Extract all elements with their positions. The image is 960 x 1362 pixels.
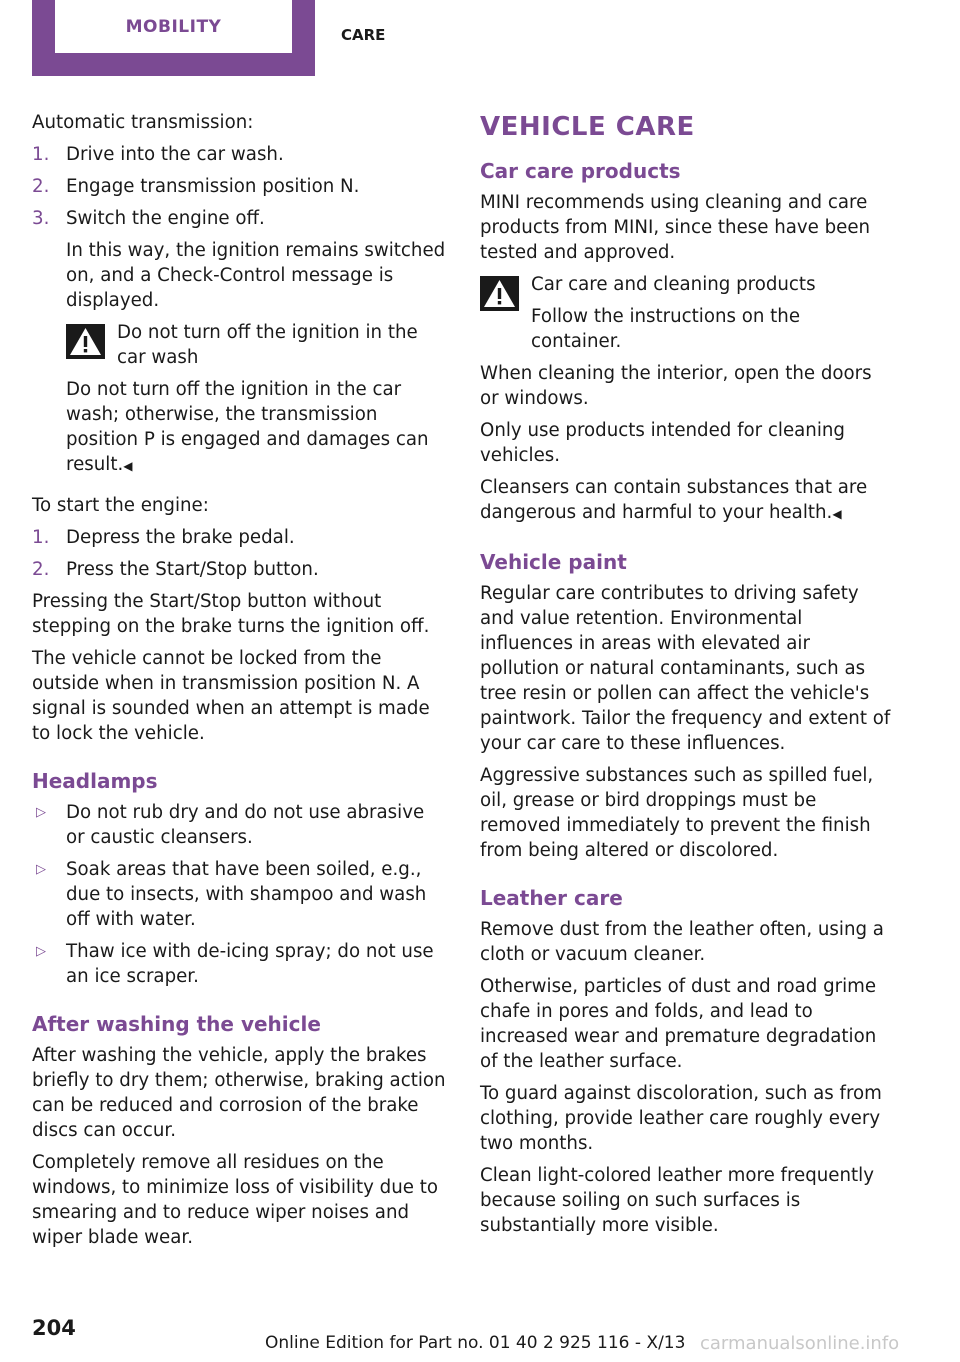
warning-title: Do not turn off the ignition in the car wash — [117, 322, 418, 368]
para-locked: The vehicle cannot be locked from the outside when in transmission position N. A signal is sounded when an attempt is made to lock the vehicle. — [32, 648, 430, 744]
list-item — [32, 174, 446, 199]
triangle-bullet-icon: ▷ — [36, 805, 46, 820]
headlamps-list — [32, 800, 446, 989]
step3-detail — [32, 238, 446, 479]
step-text: Switch the engine off. — [66, 208, 265, 229]
step-number: 3. — [32, 208, 50, 229]
list-item — [32, 939, 446, 989]
leather-para-1: Remove dust from the leather often, using a cloth or vacuum cleaner. — [480, 919, 884, 965]
tab-mobility-inner — [55, 0, 292, 53]
list-item — [32, 800, 446, 850]
step-number: 1. — [32, 527, 50, 548]
tab-mobility[interactable] — [32, 0, 315, 76]
leather-para-2: Otherwise, particles of dust and road grime chafe in pores and folds, and lead to increased wear and premature degradation of the leather surface. — [480, 976, 877, 1072]
para-cleansers — [480, 475, 894, 527]
paint-para-1: Regular care contributes to driving safety and value retention. Environmental influences in areas with elevated air pollution or natural contaminants, such as tree resin or pollen can affect the vehicle's paintwork. Tailor the frequency and extent of your car care to these influences. — [480, 583, 891, 754]
after-para-1: After washing the vehicle, apply the brakes briefly to dry them; otherwise, braking action can be reduced and corrosion of the brake discs can occur. — [32, 1045, 446, 1141]
auto-steps — [32, 142, 446, 231]
item-text: Do not rub dry and do not use abrasive or caustic cleansers. — [66, 802, 425, 848]
after-washing-heading: After washing the vehicle — [32, 1012, 321, 1036]
warning-text-body: Do not turn off the ignition in the car wash; otherwise, the transmission position P is engaged and damages can result. — [66, 379, 429, 475]
step-number: 1. — [32, 144, 50, 165]
item-text: Soak areas that have been soiled, e.g., due to insects, with shampoo and wash off with water. — [66, 859, 427, 930]
step3-note: In this way, the ignition remains switched on, and a Check-Control message is displayed. — [66, 240, 446, 311]
step-number: 2. — [32, 559, 50, 580]
para-cleansers-body: Cleansers can contain substances that are dangerous and harmful to your health. — [480, 477, 868, 523]
list-item — [32, 857, 446, 932]
page-number: 204 — [32, 1316, 76, 1340]
list-item — [32, 557, 446, 582]
warning-icon — [66, 324, 105, 359]
warning-text: Follow the instructions on the container. — [531, 306, 801, 352]
leather-heading: Leather care — [480, 886, 623, 910]
after-para-2: Completely remove all residues on the windows, to minimize loss of visibility due to smearing and to reduce wiper noises and wiper blade wear. — [32, 1152, 438, 1248]
products-para: MINI recommends using cleaning and care products from MINI, since these have been tested and approved. — [480, 192, 871, 263]
auto-intro: Automatic transmission: — [32, 112, 254, 133]
warning-box — [480, 272, 894, 354]
list-item — [32, 525, 446, 550]
para-only-products: Only use products intended for cleaning vehicles. — [480, 420, 845, 466]
paint-heading: Vehicle paint — [480, 550, 627, 574]
start-intro: To start the engine: — [32, 495, 209, 516]
triangle-bullet-icon: ▷ — [36, 944, 46, 959]
end-mark-icon: ◀ — [832, 507, 842, 521]
products-heading: Car care products — [480, 159, 681, 183]
warning-box — [66, 320, 446, 370]
step-number: 2. — [32, 176, 50, 197]
watermark: carmanualsonline.info — [700, 1333, 900, 1354]
warning-title: Car care and cleaning products — [531, 274, 816, 295]
paint-para-2: Aggressive substances such as spilled fuel, oil, grease or bird droppings must be removed immediately to prevent the finish from being altered or discolored. — [480, 765, 874, 861]
item-text: Thaw ice with de-icing spray; do not use an ice scraper. — [66, 941, 434, 987]
step-text: Engage transmission position N. — [66, 176, 360, 197]
list-item — [32, 142, 446, 167]
leather-para-4: Clean light-colored leather more frequently because soiling on such surfaces is substantially more visible. — [480, 1165, 874, 1236]
headlamps-heading: Headlamps — [32, 769, 158, 793]
leather-para-3: To guard against discoloration, such as from clothing, provide leather care roughly every two months. — [480, 1083, 882, 1154]
chapter-tab-bar — [0, 0, 960, 76]
step-text: Press the Start/Stop button. — [66, 559, 319, 580]
para-interior: When cleaning the interior, open the doors or windows. — [480, 363, 872, 409]
list-item — [32, 206, 446, 231]
end-mark-icon: ◀ — [123, 459, 133, 473]
tab-mobility-label: MOBILITY — [125, 16, 222, 37]
triangle-bullet-icon: ▷ — [36, 862, 46, 877]
left-column — [32, 110, 446, 1257]
start-steps — [32, 525, 446, 582]
warning-icon — [480, 276, 519, 311]
tab-care[interactable]: CARE — [341, 26, 386, 44]
edition-footer: Online Edition for Part no. 01 40 2 925 116 - X/13 — [265, 1333, 686, 1353]
right-column — [480, 110, 894, 1245]
warning-text — [66, 377, 446, 479]
para-start-stop: Pressing the Start/Stop button without stepping on the brake turns the ignition off. — [32, 591, 430, 637]
step-text: Depress the brake pedal. — [66, 527, 295, 548]
section-title: VEHICLE CARE — [480, 112, 695, 142]
step-text: Drive into the car wash. — [66, 144, 284, 165]
